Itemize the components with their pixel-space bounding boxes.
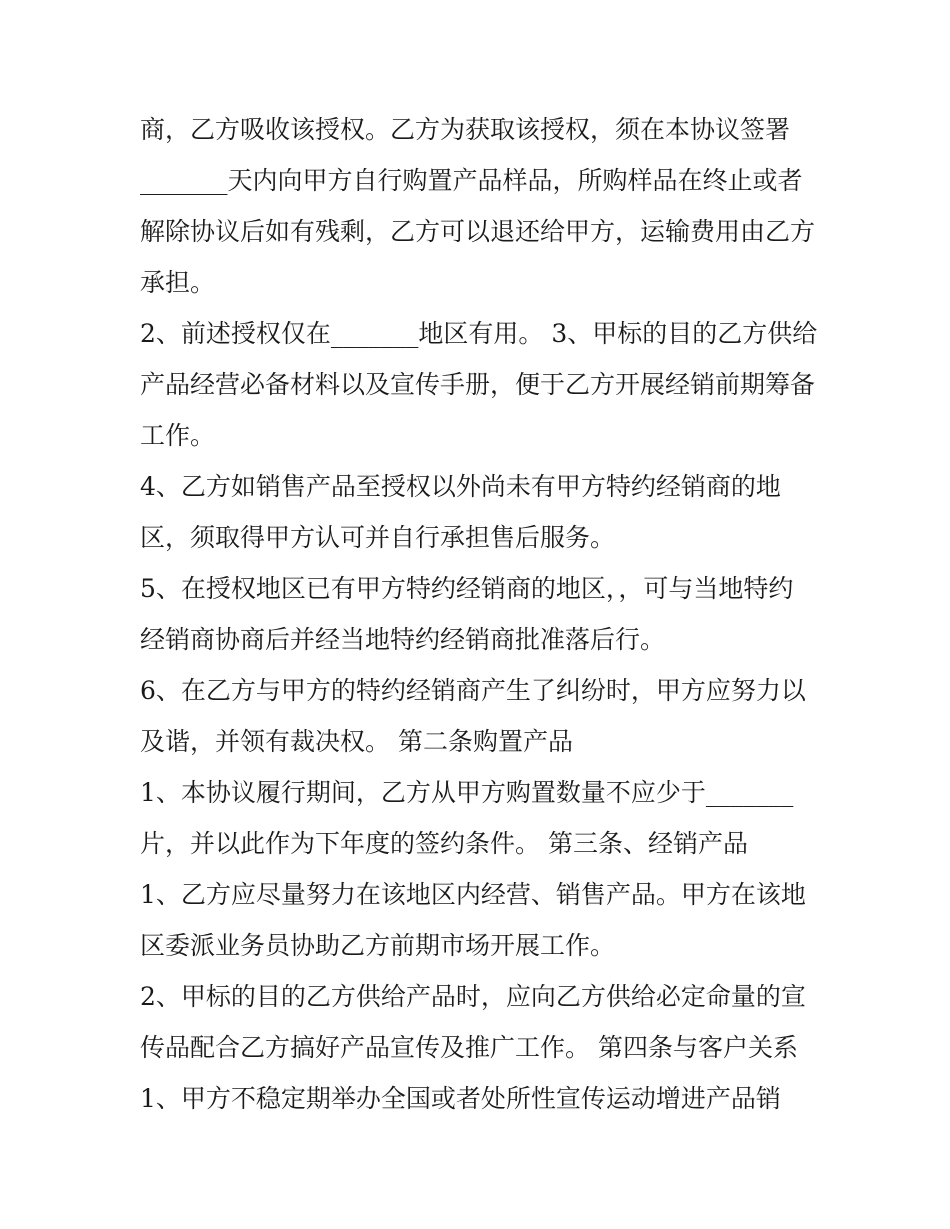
text-line: 5、在授权地区已有甲方特约经销商的地区，，可与当地特约 [140,574,794,603]
text-line: 片，并以此作为下年度的签约条件。 第三条、经销产品 [140,829,748,858]
text-line: 6、在乙方与甲方的特约经销商产生了纠纷时，甲方应努力以 [140,676,806,705]
text-line: 传品配合乙方搞好产品宣传及推广工作。 第四条与客户关系 [140,1033,798,1062]
text-line: 2、前述授权仅在_______地区有用。 3、甲标的目的乙方供给 [140,319,818,348]
text-line: _______天内向甲方自行购置产品样品，所购样品在终止或者 [140,166,803,195]
text-line: 承担。 [140,268,216,297]
text-line: 2、甲标的目的乙方供给产品时，应向乙方供给必定命量的宣 [140,982,806,1011]
text-line: 区，须取得甲方认可并自行承担售后服务。 [140,523,616,552]
text-line: 工作。 [140,421,216,450]
text-line: 及谐，并领有裁决权。 第二条购置产品 [140,727,573,756]
text-line: 1、乙方应尽量努力在该地区内经营、销售产品。甲方在该地 [140,880,806,909]
text-line: 4、乙方如销售产品至授权以外尚未有甲方特约经销商的地 [140,472,781,501]
contract-text-body [140,104,830,1124]
text-line: 经销商协商后并经当地特约经销商批准落后行。 [140,625,666,654]
text-line: 商，乙方吸收该授权。乙方为获取该授权，须在本协议签署 [140,115,791,144]
text-line: 1、本协议履行期间，乙方从甲方购置数量不应少于_______ [140,778,794,807]
text-line: 1、甲方不稳定期举办全国或者处所性宣传运动增进产品销 [140,1084,781,1113]
text-line: 解除协议后如有残剩，乙方可以退还给甲方，运输费用由乙方 [140,217,816,246]
text-line: 区委派业务员协助乙方前期市场开展工作。 [140,931,616,960]
text-line: 产品经营必备材料以及宣传手册，便于乙方开展经销前期筹备 [140,370,816,399]
